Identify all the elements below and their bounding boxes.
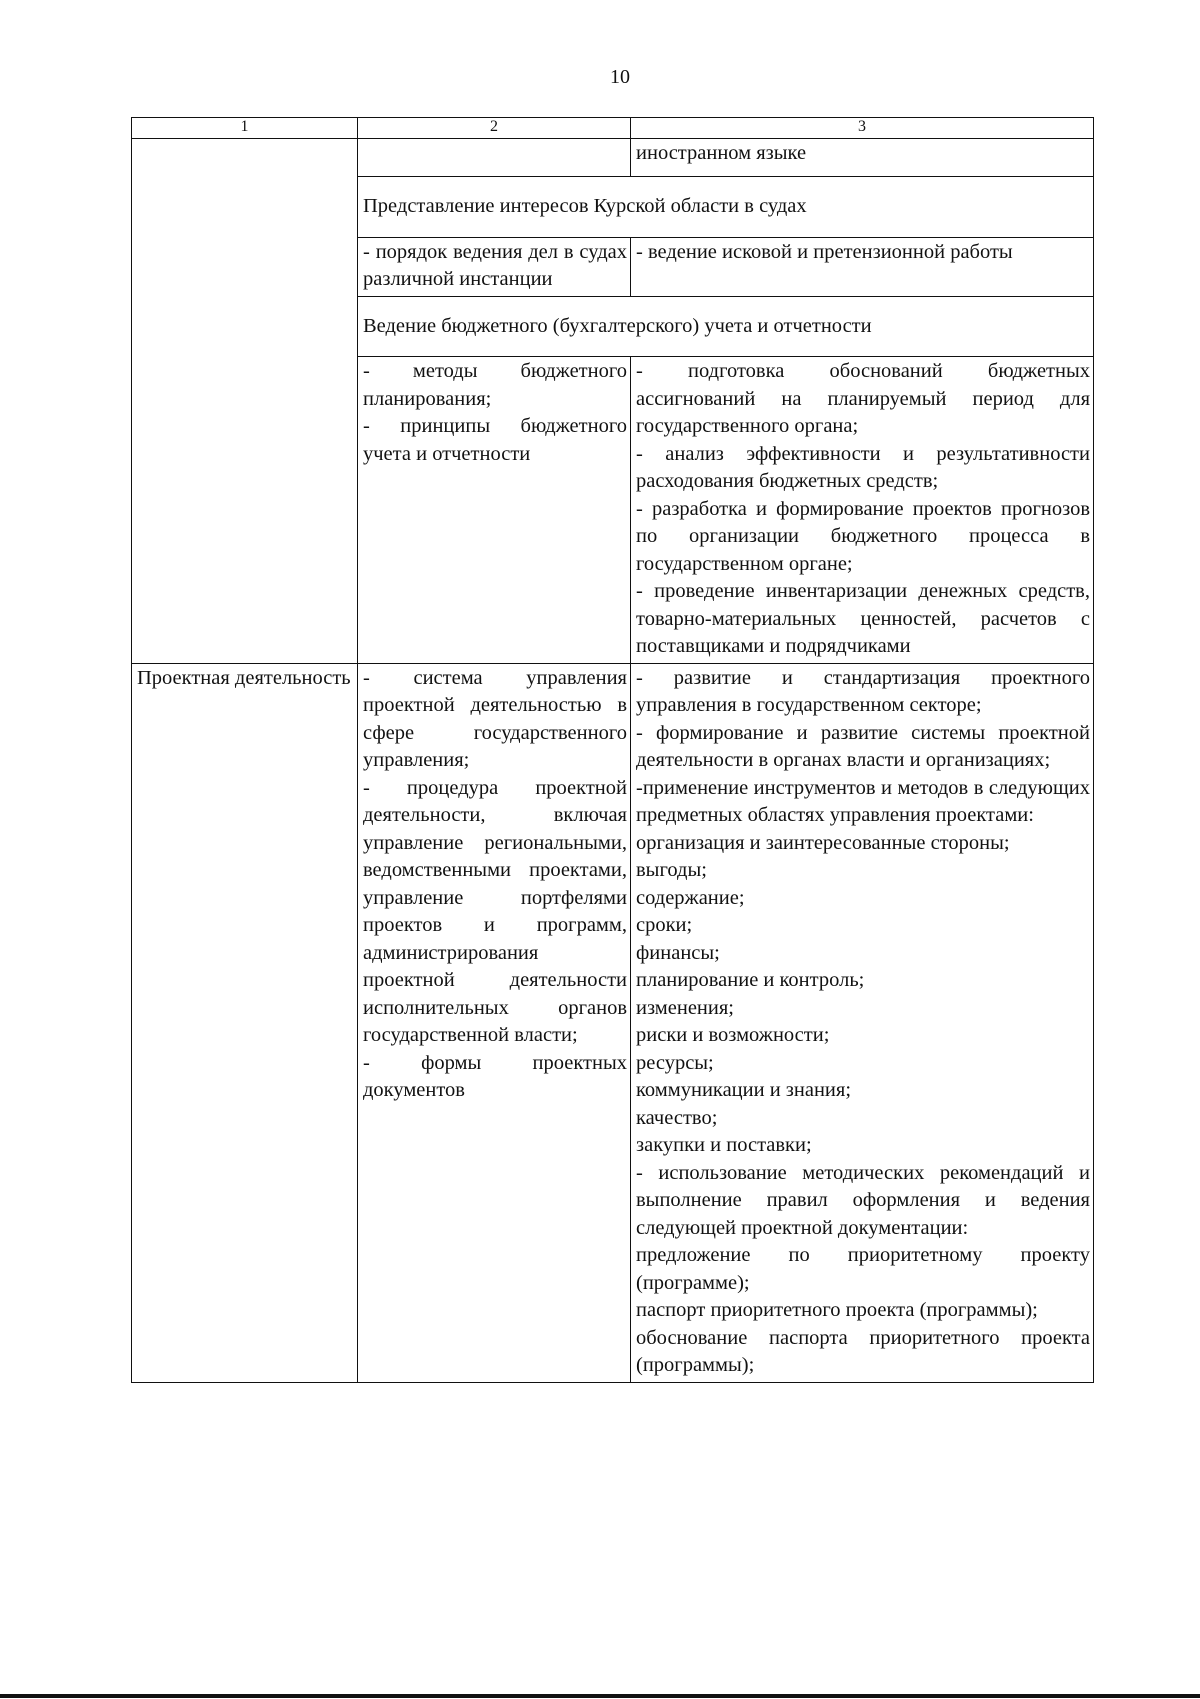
list-item: ресурсы; <box>636 1051 714 1074</box>
list-item: качество; <box>636 1106 718 1129</box>
project-skills-cell <box>631 663 1094 1382</box>
list-item: риски и возможности; <box>636 1024 830 1046</box>
header-col-3: 3 <box>631 118 1094 139</box>
list-item: финансы; <box>636 941 720 964</box>
project-area-cell: Проектная деятельность <box>132 663 358 1382</box>
budget-knowledge-cell <box>358 357 631 664</box>
list-item: планирование и контроль; <box>636 969 865 991</box>
table-row <box>132 139 1094 177</box>
list-item: - подготовка обоснований бюджетных ассигнований на планируемый период для государственного органа; <box>636 360 1090 437</box>
list-item: изменения; <box>636 996 734 1019</box>
list-item: - анализ эффективности и результативности расходования бюджетных средств; <box>636 442 1090 492</box>
competency-table <box>131 117 1094 1383</box>
list-item: паспорт приоритетного проекта (программы); <box>636 1299 1038 1321</box>
list-item: содержание; <box>636 886 745 909</box>
list-item: организация и заинтересованные стороны; <box>636 831 1010 854</box>
list-item: - развитие и стандартизация проектного управления в государственном секторе; <box>636 666 1090 716</box>
list-item: обоснование паспорта приоритетного проекта (программы); <box>636 1326 1090 1376</box>
table-row <box>132 357 1094 664</box>
list-item: - использование методических рекомендаций и выполнение правил оформления и ведения следующей проектной документации: <box>636 1161 1090 1239</box>
list-item: - формы проектных документов <box>363 1051 627 1101</box>
list-item: - разработка и формирование проектов прогнозов по организации бюджетного процесса в государственном органе; <box>636 497 1090 575</box>
list-item: сроки; <box>636 914 693 936</box>
table-row <box>132 237 1094 296</box>
header-col-2: 2 <box>358 118 631 139</box>
list-item: - методы бюджетного планирования; <box>363 360 627 410</box>
courts-skills-cell: - ведение исковой и претензионной работы <box>631 237 1094 296</box>
header-col-1: 1 <box>132 118 358 139</box>
list-item: - процедура проектной деятельности, включая управление региональными, ведомственными проектами, управление портфелями проектов и программ, администрирования проектной деятельности исполнительных органов государственной власти; <box>363 776 627 1046</box>
col1-empty-cell <box>132 139 358 177</box>
col2-empty-cell <box>358 139 631 177</box>
project-knowledge-cell <box>358 663 631 1382</box>
list-item: коммуникации и знания; <box>636 1079 852 1101</box>
courts-knowledge-cell: - порядок ведения дел в судах различной инстанции <box>358 237 631 296</box>
budget-skills-cell <box>631 357 1094 664</box>
list-item: - формирование и развитие системы проектной деятельности в органах власти и организациях; <box>636 721 1090 771</box>
section-budget-title: Ведение бюджетного (бухгалтерского) учета и отчетности <box>358 296 1094 357</box>
list-item: закупки и поставки; <box>636 1134 812 1156</box>
section-row <box>132 296 1094 357</box>
list-item: - система управления проектной деятельностью в сфере государственного управления; <box>363 666 627 771</box>
list-item: - принципы бюджетного учета и отчетности <box>363 415 627 465</box>
scan-bottom-edge <box>0 1694 1200 1698</box>
table-header-row <box>132 118 1094 139</box>
page-number: 10 <box>610 66 630 88</box>
list-item: выгоды; <box>636 859 707 881</box>
foreign-language-cell: иностранном языке <box>631 139 1094 177</box>
section-row <box>132 177 1094 238</box>
list-item: -применение инструментов и методов в следующих предметных областях управления проектами: <box>636 776 1090 826</box>
table-row <box>132 663 1094 1382</box>
list-item: предложение по приоритетному проекту (программе); <box>636 1244 1090 1294</box>
section-courts-title: Представление интересов Курской области в судах <box>358 177 1094 238</box>
list-item: - проведение инвентаризации денежных средств, товарно-материальных ценностей, расчетов с поставщиками и подрядчиками <box>636 580 1090 657</box>
